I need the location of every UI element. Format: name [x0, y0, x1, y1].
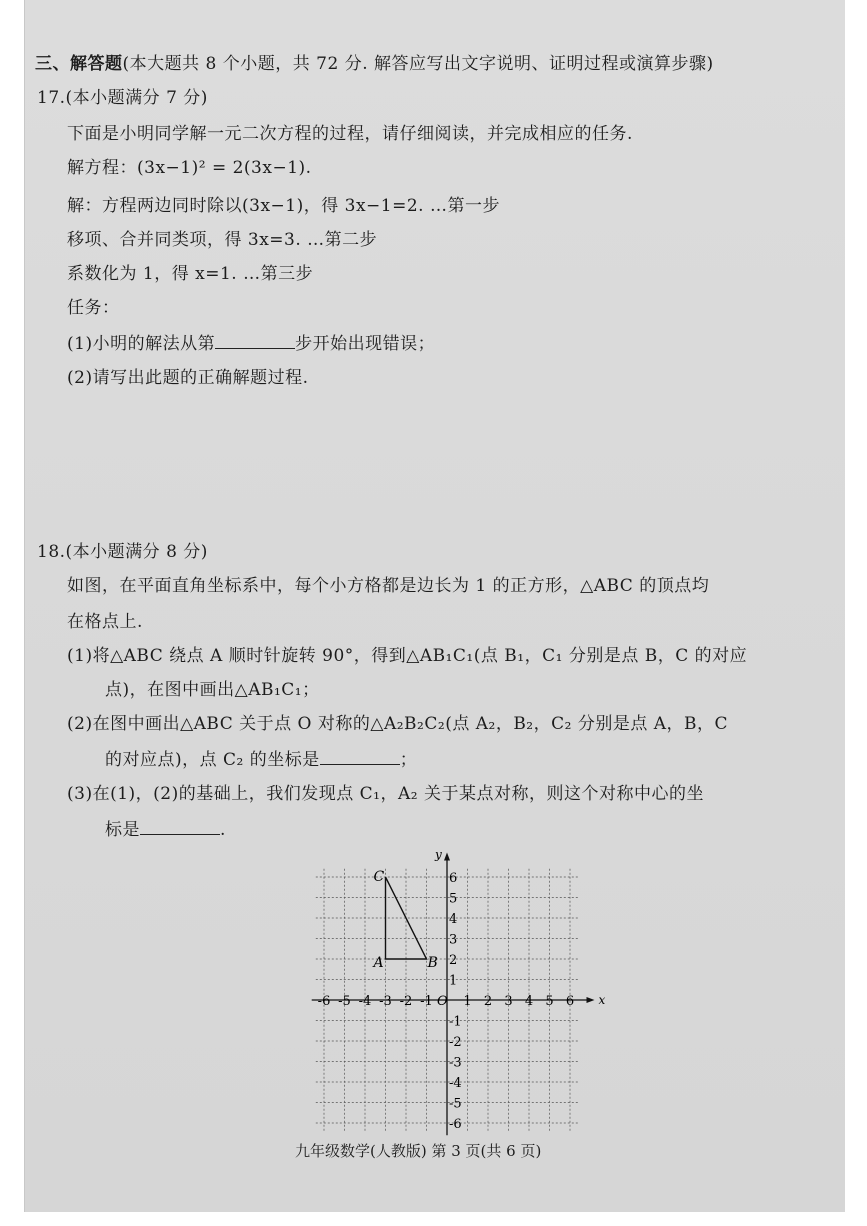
vertex-label-b: B [427, 955, 438, 971]
x-axis-label: x [598, 993, 606, 1007]
x-axis-arrow-icon [587, 997, 595, 1003]
exam-page [24, 0, 845, 1212]
q17-task-label: 任务： [67, 298, 120, 318]
q18-part3-end: . [220, 820, 226, 840]
section-note: (本大题共 8 个小题，共 72 分. 解答应写出文字说明、证明过程或演算步骤) [122, 54, 714, 74]
y-tick-label: 5 [449, 891, 458, 907]
q17-task1-suffix: 步开始出现错误； [295, 334, 436, 354]
vertex-label-c: C [373, 869, 385, 885]
q18-part1-line2: 点)，在图中画出△AB₁C₁； [105, 680, 320, 700]
q17-task1-blank[interactable] [215, 332, 295, 349]
q17-intro: 下面是小明同学解一元二次方程的过程，请仔细阅读，并完成相应的任务. [67, 124, 633, 144]
q18-header: 18.(本小题满分 8 分) [37, 542, 208, 562]
y-tick-label: -3 [449, 1055, 462, 1071]
y-tick-label: -6 [449, 1117, 462, 1132]
x-tick-label: -3 [379, 994, 392, 1009]
section-header [35, 52, 714, 76]
q18-part1-line1: (1)将△ABC 绕点 A 顺时针旋转 90°，得到△AB₁C₁(点 B₁，C₁ 分别是点 B，C 的对应 [67, 646, 748, 666]
q18-part2-blank[interactable] [320, 748, 400, 765]
q18-part3-text: 标是 [105, 820, 140, 840]
page-footer: 九年级数学(人教版) 第 3 页(共 6 页) [295, 1142, 542, 1160]
x-tick-label: 5 [545, 994, 554, 1009]
q18-part2-text: 的对应点)，点 C₂ 的坐标是 [105, 750, 320, 770]
x-tick-label: 3 [504, 994, 513, 1009]
q18-part3-line1: (3)在(1)，(2)的基础上，我们发现点 C₁，A₂ 关于某点对称，则这个对称中心的坐 [67, 784, 704, 804]
y-tick-label: 6 [449, 871, 458, 886]
coordinate-figure [317, 847, 606, 1132]
x-tick-label: 6 [565, 994, 575, 1009]
x-tick-label: 4 [524, 994, 534, 1009]
x-tick-label: 1 [463, 994, 472, 1009]
coordinate-grid [317, 847, 606, 1132]
y-tick-label: 2 [449, 953, 458, 968]
q17-header: 17.(本小题满分 7 分) [37, 88, 208, 108]
y-axis-arrow-icon [444, 853, 450, 861]
q17-step3: 系数化为 1，得 x=1. …第三步 [67, 264, 314, 284]
q18-part3-blank[interactable] [140, 818, 220, 835]
y-tick-label: 4 [449, 912, 458, 927]
origin-label: O [437, 994, 448, 1009]
q17-task1 [67, 332, 435, 356]
q17-task2: (2)请写出此题的正确解题过程. [67, 368, 309, 388]
q18-intro-2: 在格点上. [67, 612, 143, 632]
x-tick-label: -1 [420, 994, 433, 1009]
q18-intro-1: 如图，在平面直角坐标系中，每个小方格都是边长为 1 的正方形，△ABC 的顶点均 [67, 576, 710, 596]
y-tick-label: -2 [449, 1035, 462, 1050]
q18-part2-line2 [105, 748, 417, 772]
q17-equation: 解方程：(3x−1)² = 2(3x−1). [67, 158, 312, 178]
x-tick-label: -2 [399, 994, 413, 1009]
q17-step1: 解：方程两边同时除以(3x−1)，得 3x−1=2. …第一步 [67, 196, 500, 216]
y-tick-label: 1 [449, 973, 458, 989]
q18-part2-end: ； [399, 750, 418, 770]
x-tick-label: -4 [358, 994, 372, 1009]
y-tick-label: -5 [449, 1096, 462, 1112]
q18-part3-line2 [105, 818, 226, 842]
q18-part2-line1: (2)在图中画出△ABC 关于点 O 对称的△A₂B₂C₂(点 A₂，B₂，C₂ 分别是点 A，B，C [67, 714, 729, 734]
vertex-label-a: A [373, 955, 384, 971]
y-tick-label: 3 [449, 932, 458, 948]
q17-task1-prefix: (1)小明的解法从第 [67, 334, 216, 354]
x-tick-label: -6 [317, 994, 331, 1009]
y-tick-label: -4 [449, 1076, 462, 1091]
x-tick-label: -5 [338, 994, 351, 1009]
section-heading: 三、解答题 [35, 54, 123, 74]
q17-step2: 移项、合并同类项，得 3x=3. …第二步 [67, 230, 378, 250]
y-tick-label: -1 [449, 1014, 462, 1030]
y-axis-label: y [435, 847, 442, 862]
x-tick-label: 2 [483, 994, 493, 1009]
